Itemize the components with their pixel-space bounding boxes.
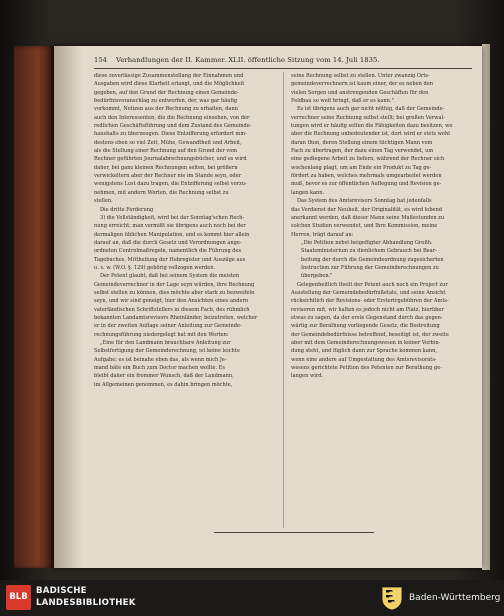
library-name-line2: LANDESBIBLIOTHEK xyxy=(36,598,136,608)
header-rule xyxy=(94,68,472,69)
right-line: fördert zu haben, welches mehrmals umgearbeitet werden xyxy=(291,173,442,180)
right-line: etwas zu sagen, da der erste Gegenstand durch das gegen- xyxy=(291,314,443,321)
page-edge xyxy=(482,44,490,570)
right-line: revisoren mit, wir halten es jedoch nicht am Platz, hierüber xyxy=(291,306,444,313)
right-line: wenn eine andere auf Umgestaltung des Amtsrevisorats- xyxy=(291,356,437,363)
right-line: anerkannt werden, daß dieser Mann seine Mußestunden zu xyxy=(291,214,445,221)
left-line: vorkommt, Notizen aus der Rechnung zu erhalten, dann xyxy=(94,106,238,113)
right-line: aber die Rechnung unbedeutender ist, dort wird er stets wohl xyxy=(291,131,450,138)
right-line: übergeben." xyxy=(301,273,333,280)
left-line: selbst stellen zu können, dies möchte aber stark zu bezweifeln xyxy=(94,289,255,296)
right-line: Feldbau so weit bringt, daß er es kann." xyxy=(291,98,394,105)
left-line: dermaligen üblichen Manipulation, und es kommt hier allein xyxy=(94,231,250,238)
left-line: Der Petent glaubt, daß bei seinem System die meisten xyxy=(100,273,240,280)
left-line: Aufgabe; es ist beinahe eben das, als wenn mich Je- xyxy=(94,356,227,363)
left-line: daher, bei ganz kleinen Rechnungen selten, bei größern xyxy=(94,164,238,171)
right-line: wärtig zur Berathung vorliegende Gesetz, die Bestreitung xyxy=(291,323,440,330)
right-line: vielen Sorgen und anstrengenden Geschäften für den xyxy=(291,89,429,96)
left-line: verwickeltern aber der Rechner nie im Stande seyn, oder xyxy=(94,173,242,180)
left-line: Selbstfertigung der Gemeinderechnung, ist keine leichte xyxy=(94,348,240,355)
running-title: Verhandlungen der II. Kammer. XLII. öffentliche Sitzung vom 14. Juli 1835. xyxy=(116,56,380,64)
right-line: rücksichtlich der Revisions- oder Erstertrgebühren der Amts- xyxy=(291,298,449,305)
right-line: der Gemeindebedürfnisse betreffend, beseitigt ist, der zweite xyxy=(291,331,449,338)
left-line: destens eben so viel Zeit, Mühe, Gewandtheit und Arbeit, xyxy=(94,139,242,146)
right-line: langen wird. xyxy=(291,373,324,380)
left-line: er in der zweiten Auflage seiner Anleitung zur Gemeinde- xyxy=(94,323,242,330)
three-lions-coat-of-arms-icon xyxy=(379,585,405,611)
left-line: Die dritte Forderung xyxy=(100,206,154,213)
right-text-column xyxy=(291,72,471,381)
left-line: bleibt daher ein frommer Wunsch, daß der Landmann, xyxy=(94,373,234,380)
right-line: eine gediegene Arbeit zu liefern, während der Rechner sich xyxy=(291,156,445,163)
left-line: bedürfnisvoranschlag zu entwerfen, der, was gar häufig xyxy=(94,98,238,105)
right-line: wesens gerichtete Petition des Petenten zur Berathung ge- xyxy=(291,365,442,372)
right-line: verrechner seine Rechnung selbst stellt; bei großen Verwal- xyxy=(291,114,445,121)
right-line: solchen Studien verwendet, und Ihre Kommission, meine xyxy=(291,223,438,230)
left-line: Ausgaben wird diese Klarheit erlangt, und die Möglichkeit xyxy=(94,81,245,88)
right-line: tungen wird er häufig selten die Fähigkeiten dazu besitzen, wo xyxy=(291,123,453,130)
left-line: haushalts zu überzeugen. Diese Entzifferung erfordert min- xyxy=(94,131,247,138)
right-line: Es ist übrigens auch gar nicht nöthig, daß der Gemeinde- xyxy=(297,106,445,113)
state-name: Baden-Württemberg xyxy=(409,593,501,603)
page-number: 154 xyxy=(94,56,107,64)
library-name-line1: BADISCHE xyxy=(36,586,87,596)
left-line: nung erreicht; man vermißt sie übrigens auch noch bei der xyxy=(94,223,246,230)
left-line: u. s. w. (W.O. §. 129) gehörig vollzogen werden. xyxy=(94,264,216,271)
library-name[interactable] xyxy=(36,585,136,609)
left-text-column xyxy=(94,72,274,389)
left-line: Gemeindeverrechner in der Lage seyn würden, ihre Rechnung xyxy=(94,281,255,288)
right-line: Instruction zur Führung der Gemeinderechnungen zu xyxy=(301,264,439,271)
right-line: dung steht, und füglich dann zur Sprache kommen kann, xyxy=(291,348,437,355)
right-line: muß, bevor es zur öffentlichen Auflegung und Revision ge- xyxy=(291,181,442,188)
left-line: gegeben, auf den Grund der Rechnung einen Gemeinde- xyxy=(94,89,239,96)
left-line: diese zuverlässige Zusammenstellung der Einnahmen und xyxy=(94,73,244,79)
left-line: darauf an, daß die durch Gesetz und Verordnungen ange- xyxy=(94,239,242,246)
left-line: Tagebuches, Mittheilung der Hebregister und Auszüge aus xyxy=(94,256,246,263)
end-rule xyxy=(214,532,374,533)
right-line: aber mit dem Gemeinderechnungswesen in keiner Verbin- xyxy=(291,340,441,346)
left-line: bekannten Landamtsrevisors Rheinländer, beizutreten, welcher xyxy=(94,314,258,321)
left-line: redlichen Geschäftsführung und dem Zustand des Gemeinde- xyxy=(94,123,252,130)
footer-bar xyxy=(0,580,504,616)
right-line: Das System des Amtsrevisors Sonntag hat jedenfalls xyxy=(297,198,432,205)
left-line: „Eine für den Landmann brauchbare Anleitung zur xyxy=(100,340,231,346)
right-line: Staatsministerium zu dienlichem Gebrauch bei Bear- xyxy=(301,248,437,255)
left-line: Rechner geführten Journalabrechnungsbücher, und es wird xyxy=(94,156,247,163)
running-header xyxy=(94,56,472,68)
right-line: das Verdienst der Neuheit, der Originalität, es wird lobend xyxy=(291,206,443,213)
book-page xyxy=(54,46,482,568)
right-line: daran thun, deren Stellung einem tüchtigen Mann vom xyxy=(291,139,433,146)
left-line: wenigstens Lust dazu tragen, die Entzifferung selbst vorzu- xyxy=(94,181,247,188)
left-line: nehmen, mit andern Worten, die Rechnung selbst zu xyxy=(94,189,229,196)
right-line: Fach zu übertragen, der dazu einen Tag verwendet, um xyxy=(291,148,434,155)
book-cover-spine xyxy=(14,46,54,568)
right-line: „Die Petition nebst beigefügter Abhandlung Großh. xyxy=(301,239,433,246)
right-line: Ausstellung der Gemeindebedürfnißetats, und seine Ansicht xyxy=(291,289,446,296)
column-divider xyxy=(283,72,284,528)
left-line: rechnungsführung niedergelegt hat mit den Worten: xyxy=(94,331,229,338)
right-line: beitung der durch die Gemeindeordnung zugesicherten xyxy=(301,256,444,263)
left-line: im Allgemeinen genommen, es dahin bringen möchte, xyxy=(94,381,233,388)
blb-logo[interactable]: BLB xyxy=(6,585,31,610)
right-line: seine Rechnung selbst zu stellen. Unter zwanzig Orts- xyxy=(291,73,430,79)
left-line: ordneten Controlmaßregeln, namentlich die Führung des xyxy=(94,248,242,255)
left-line: stellen. xyxy=(94,198,113,205)
right-line: Herren, trägt darauf an: xyxy=(291,231,354,238)
right-line: gemeindeverrechnern ist kaum einer, der es neben den xyxy=(291,81,433,88)
left-line: mand bäte ein Buch zum Doctor machen wollte. Es xyxy=(94,365,225,372)
left-line: seyn, und wir sind geneigt, hier den Ansichten eines andern xyxy=(94,298,249,305)
right-line: Gelegenheitlich theilt der Petent auch noch ein Project zur xyxy=(297,281,448,288)
left-line: vaterländischen Schriftstellers in diesem Fach, des rühmlich xyxy=(94,306,250,313)
left-line: als die Stellung einer Rechnung auf den Grund der vom xyxy=(94,148,238,155)
left-line: 3) die Vollständigkeit, wird bei der Sonntag'schen Rech- xyxy=(100,214,245,221)
left-line: auch den Interessenten, die die Rechnung einsehen, von der xyxy=(94,114,250,121)
right-line: wochenlang plagt, um am Ende ein Produkt zu Tag ge- xyxy=(291,164,432,171)
right-line: langen kann. xyxy=(291,189,325,196)
